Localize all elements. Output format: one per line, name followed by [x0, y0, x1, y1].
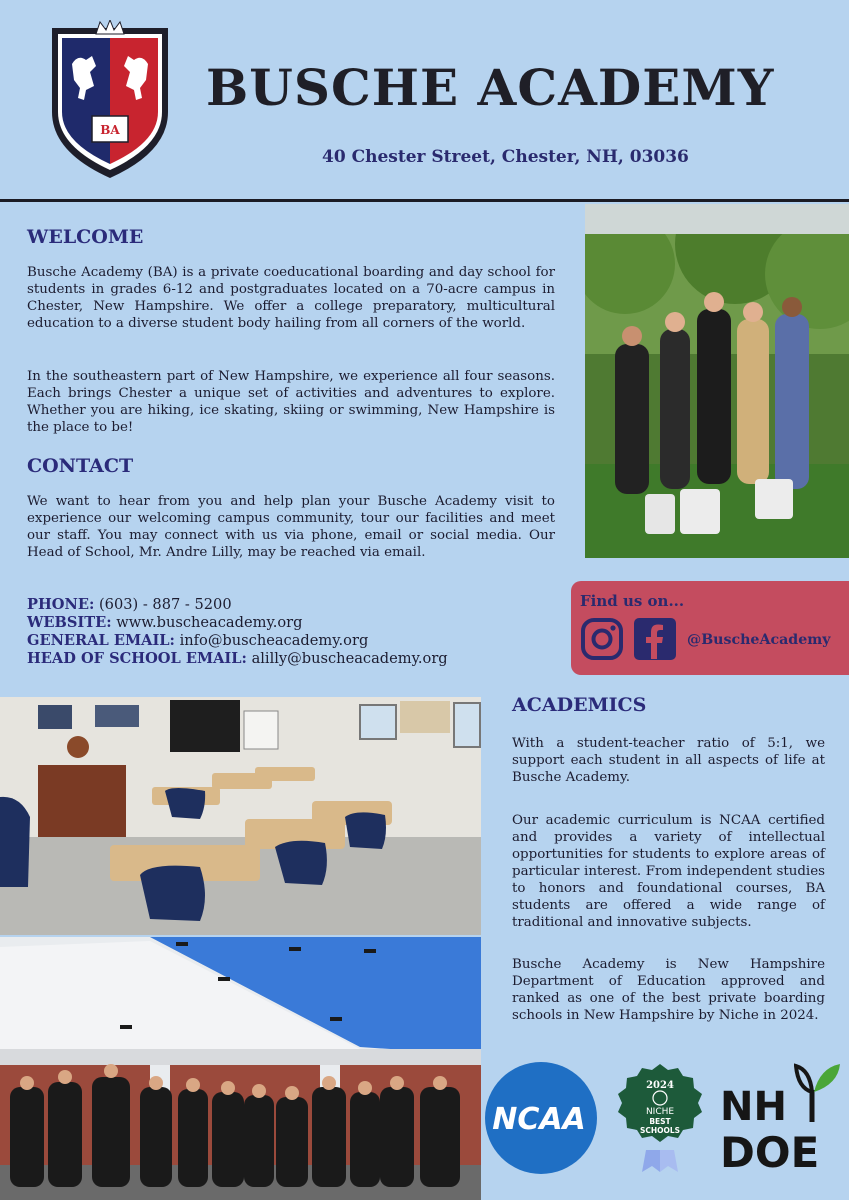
- academics-paragraph-2: Our academic curriculum is NCAA certified and provides a variety of intellectual opportunities for students to explore areas of particular interest. From independent studies to honors and foundational courses, BA students are offered a wide range of traditional and innovative subjects.: [512, 813, 825, 930]
- facebook-icon[interactable]: [633, 617, 677, 661]
- niche-name: NICHE: [645, 1107, 675, 1117]
- social-media-box: [571, 581, 849, 675]
- phone-line: [27, 596, 547, 614]
- phone-value[interactable]: (603) - 887 - 5200: [98, 596, 232, 613]
- niche-best-schools-badge: [612, 1062, 708, 1174]
- graduation-photo: [0, 937, 481, 1200]
- classroom-photo: [0, 697, 481, 935]
- website-label: WEBSITE:: [27, 614, 112, 631]
- website-link[interactable]: www.buscheacademy.org: [116, 614, 303, 631]
- general-email-label: GENERAL EMAIL:: [27, 632, 175, 649]
- general-email-link[interactable]: info@buscheacademy.org: [179, 632, 369, 649]
- welcome-heading: WELCOME: [27, 226, 144, 248]
- ncaa-logo-text: NCAA: [492, 1102, 586, 1137]
- head-email-label: HEAD OF SCHOOL EMAIL:: [27, 650, 247, 667]
- social-handle[interactable]: @BuscheAcademy: [687, 632, 831, 648]
- head-email-link[interactable]: alilly@buscheacademy.org: [251, 650, 448, 667]
- contact-paragraph: We want to hear from you and help plan your Busche Academy visit to experience our welcoming campus community, tour our facilities and meet our staff. You may connect with us via phone, email or social media. Our Head of School, Mr. Andre Lilly, may be reached via email.: [27, 494, 555, 560]
- welcome-paragraph-1: Busche Academy (BA) is a private coeducational boarding and day school for students in grades 6-12 and postgraduates located on a 70-acre campus in Chester, New Hampshire. We offer a college preparatory, multicultural education to a diverse student body hailing from all corners of the world.: [27, 265, 555, 331]
- niche-year: 2024: [646, 1080, 674, 1091]
- instagram-icon[interactable]: [580, 617, 624, 661]
- school-crest-logo: [48, 20, 172, 180]
- page-header: [0, 0, 849, 200]
- doe-text: DOE: [720, 1128, 820, 1177]
- contact-heading: CONTACT: [27, 455, 134, 477]
- school-address: 40 Chester Street, Chester, NH, 03036: [322, 147, 689, 167]
- general-email-line: [27, 632, 547, 650]
- niche-schools: SCHOOLS: [639, 1126, 681, 1135]
- academics-paragraph-1: With a student-teacher ratio of 5:1, we support each student in all aspects of life at Busche Academy.: [512, 736, 825, 785]
- website-line: [27, 614, 547, 632]
- nh-text: NH: [720, 1084, 787, 1130]
- contact-details: [27, 596, 547, 668]
- sprout-icon: [794, 1062, 842, 1124]
- header-divider: [0, 199, 849, 202]
- academics-paragraph-3: Busche Academy is New Hampshire Department of Education approved and ranked as one of the best private boarding schools in New Hampshire by Niche in 2024.: [512, 957, 825, 1023]
- nh-doe-logo: [718, 1062, 846, 1182]
- ncaa-logo: [484, 1060, 604, 1180]
- academics-heading: ACADEMICS: [512, 694, 647, 716]
- students-apple-picking-photo: [585, 204, 849, 558]
- school-title: BUSCHE ACADEMY: [206, 58, 775, 117]
- crest-initials: BA: [100, 123, 120, 137]
- welcome-paragraph-2: In the southeastern part of New Hampshire, we experience all four seasons. Each brings Chester a unique set of activities and adventures to explore. Whether you are hiking, ice skating, skiing or swimming, New Hampshire is the place to be!: [27, 369, 555, 435]
- niche-best: BEST: [649, 1117, 671, 1126]
- phone-label: PHONE:: [27, 596, 95, 613]
- head-email-line: [27, 650, 547, 668]
- find-us-label: Find us on...: [580, 592, 685, 610]
